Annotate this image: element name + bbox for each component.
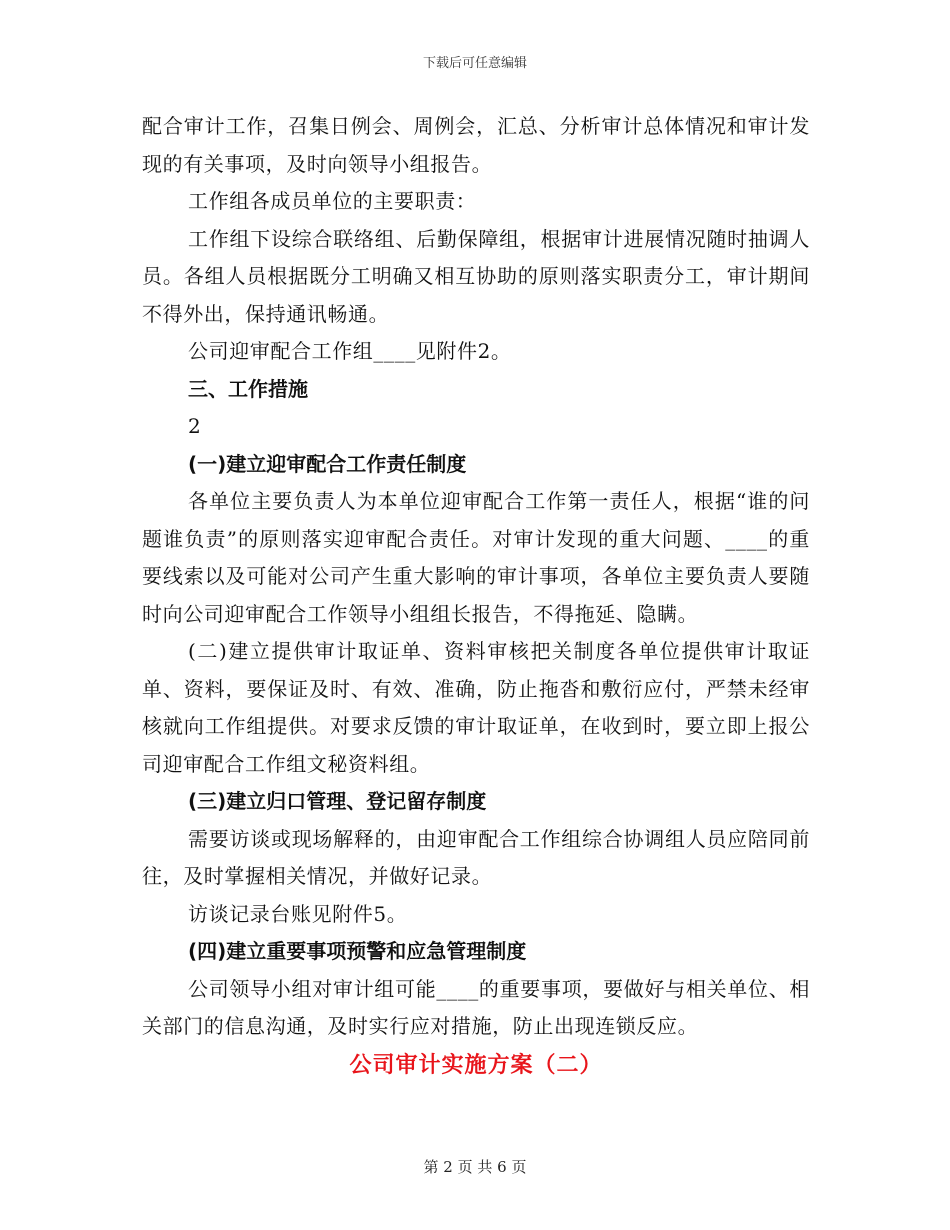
page-header: 下载后可任意编辑 bbox=[422, 56, 527, 71]
paragraph-attachment-2: 公司迎审配合工作组____见附件2。 bbox=[188, 339, 512, 363]
paragraph-interviews: 需要访谈或现场解释的，由迎审配合工作组综合协调组人员应陪同前往，及时掌握相关情况，并做好记录。 bbox=[142, 826, 810, 888]
paragraph-responsibility: 各单位主要负责人为本单位迎审配合工作第一责任人，根据“谁的问题谁负责”的原则落实迎审配合责任。对审计发现的重大问题、____的重要线索以及可能对公司产生重大影响的审计事项，各单位主要负责人要随时向公司迎审配合工作领导小组组长报告，不得拖延、隐瞒。 bbox=[142, 489, 810, 626]
paragraph-duties-intro: 工作组各成员单位的主要职责： bbox=[188, 189, 477, 213]
section-heading-measures: 三、工作措施 bbox=[188, 376, 308, 401]
paragraph-attachment-5: 访谈记录台账见附件5。 bbox=[188, 901, 408, 926]
page-footer: 第 2 页 共 6 页 bbox=[423, 1158, 527, 1176]
paragraph-evidence-review: (二)建立提供审计取证单、资料审核把关制度各单位提供审计取证单、资料，要保证及时、有效、准确，防止拖沓和敷衍应付，严禁未经审核就向工作组提供。对要求反馈的审计取证单，在收到时，要立即上报公司迎审配合工作组文秘资料组。 bbox=[142, 639, 810, 776]
subheading-registration: (三)建立归口管理、登记留存制度 bbox=[188, 789, 487, 813]
subheading-early-warning: (四)建立重要事项预警和应急管理制度 bbox=[188, 939, 527, 963]
section-title-part-two: 公司审计实施方案（二） bbox=[349, 1052, 603, 1078]
paragraph-working-groups: 工作组下设综合联络组、后勤保障组，根据审计进展情况随时抽调人员。各组人员根据既分工明确又相互协助的原则落实职责分工，审计期间不得外出，保持通讯畅通。 bbox=[142, 226, 810, 326]
document-body bbox=[142, 108, 810, 1086]
subheading-responsibility: (一)建立迎审配合工作责任制度 bbox=[188, 451, 467, 476]
paragraph-early-warning: 公司领导小组对审计组可能____的重要事项，要做好与相关单位、相关部门的信息沟通，及时实行应对措施，防止出现连锁反应。 bbox=[142, 976, 810, 1038]
page-number-inline: 2 bbox=[188, 414, 202, 438]
paragraph-continuation: 配合审计工作，召集日例会、周例会，汇总、分析审计总体情况和审计发现的有关事项，及时向领导小组报告。 bbox=[142, 114, 810, 176]
